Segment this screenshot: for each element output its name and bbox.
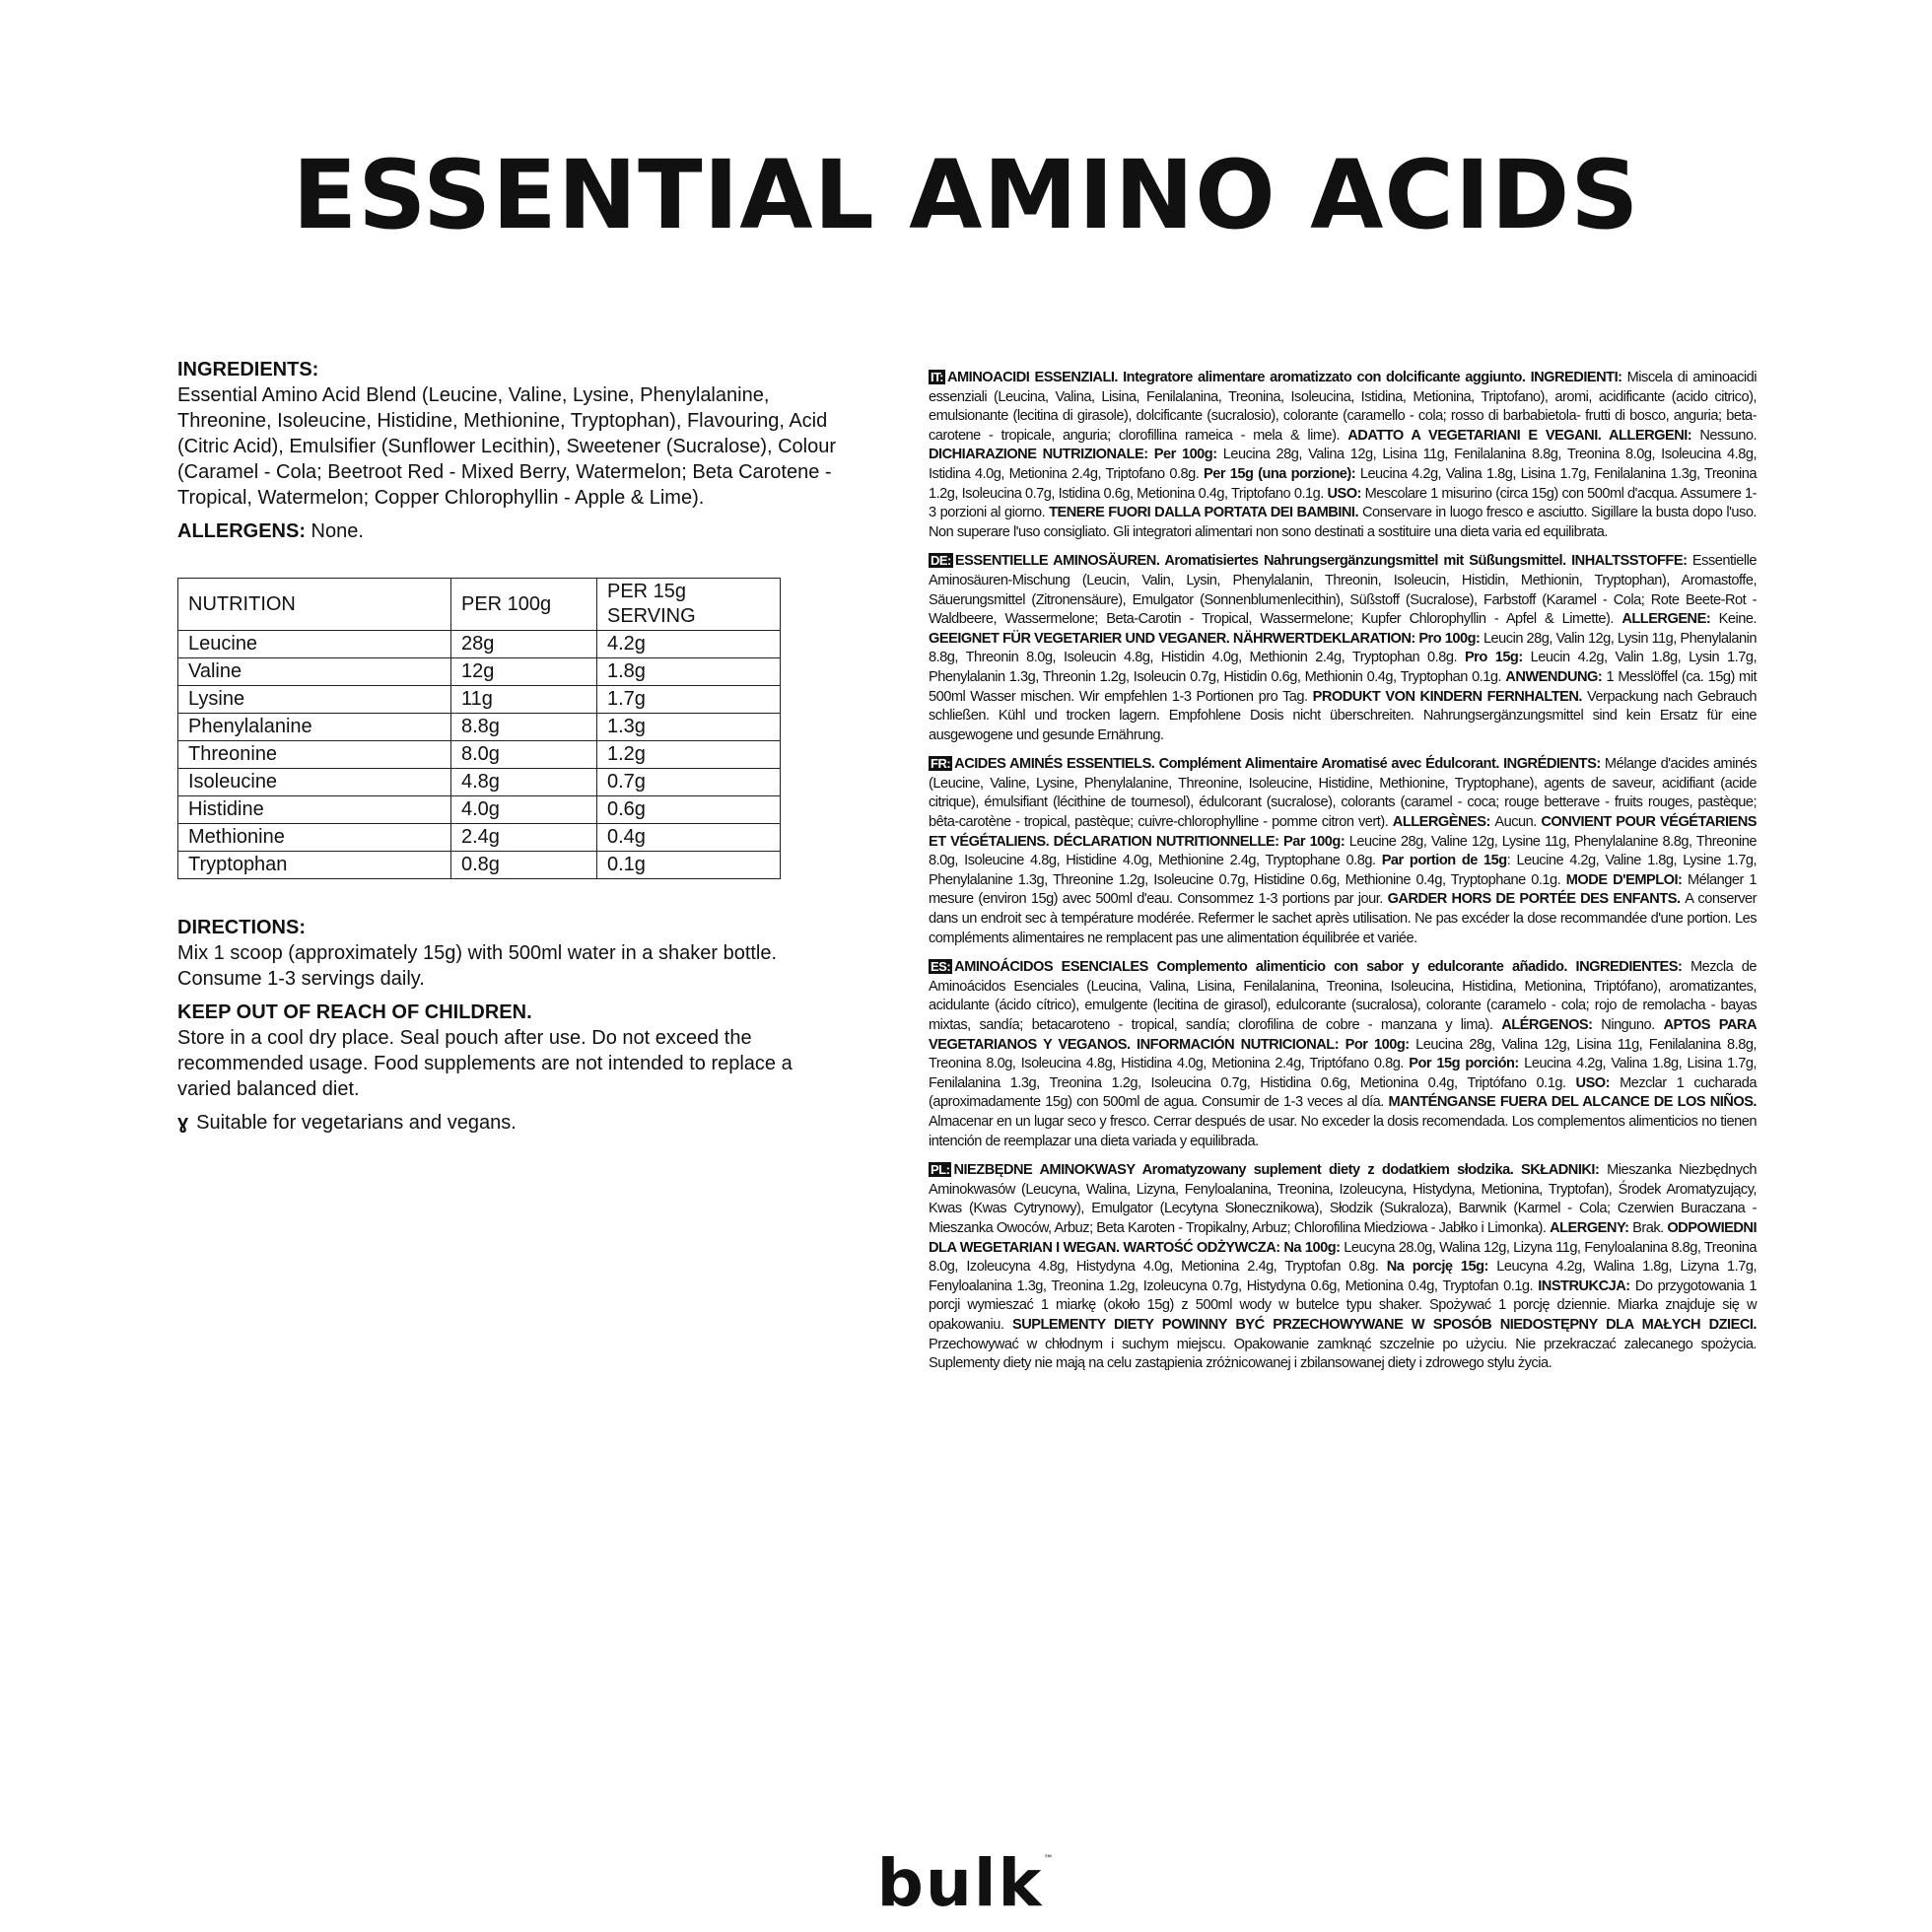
bulk-logo <box>0 1845 1932 1921</box>
nutrition-row <box>178 824 781 852</box>
nutrition-cell: 4.8g <box>451 769 597 796</box>
nutrition-cell: 1.7g <box>597 686 781 714</box>
nutrition-cell: 8.8g <box>451 714 597 741</box>
translation-bold-segment: SUPLEMENTY DIETY POWINNY BYĆ PRZECHOWYWANE W SPOSÓB NIEDOSTĘPNY DLA MAŁYCH DZIECI. <box>1012 1316 1757 1333</box>
translation-bold-segment: PRODUKT VON KINDERN FERNHALTEN. <box>1312 688 1588 705</box>
translation-bold-segment: TENERE FUORI DALLA PORTATA DEI BAMBINI. <box>1049 505 1362 521</box>
nutrition-cell: Methionine <box>178 824 451 852</box>
nutrition-cell: 12g <box>451 658 597 686</box>
translation-segment: Do przygotowania 1 porcji wymieszać 1 miarkę (około 15g) z 500ml wody w butelce typu shaker. Spożywać 1 porcję dziennie. Miarka znajduje się w opakowaniu. <box>929 1277 1757 1333</box>
translation-de <box>929 552 1757 745</box>
translation-it <box>929 369 1757 542</box>
translation-bold-segment: INSTRUKCJA: <box>1538 1277 1635 1294</box>
vegan-text: Suitable for vegetarians and vegans. <box>196 1112 517 1134</box>
translation-segment: Keine. <box>1718 611 1757 628</box>
language-code-badge: PL: <box>931 1162 950 1178</box>
nutrition-cell: Histidine <box>178 796 451 824</box>
nutrition-cell: 8.0g <box>451 741 597 769</box>
nutrition-header-cell: NUTRITION <box>178 579 451 631</box>
translation-bold-segment: ALERGENY: <box>1550 1219 1633 1236</box>
translation-segment: Leucyna 28.0g, Walina 12g, Lizyna 11g, Fenyloalanina 8.8g, Treonina 8.0g, Izoleucyna 4.8g, Histydyna 4.0g, Metionina 2.4g, Tryptofan 0.8g. <box>929 1239 1757 1276</box>
translation-bold-segment: CONVIENT POUR VÉGÉTARIENS ET VÉGÉTALIENS. DÉCLARATION NUTRITIONNELLE: Par 100g: <box>929 814 1758 850</box>
nutrition-row <box>178 631 781 658</box>
nutrition-cell: 28g <box>451 631 597 658</box>
translation-segment: Leucina 4.2g, Valina 1.8g, Lisina 1.7g, Fenilalanina 1.3g, Treonina 1.2g, Isoleucina 0.7g, Istidina 0.6g, Metionina 0.4g, Triptofano 0.1g. <box>929 465 1757 502</box>
nutrition-cell: Isoleucine <box>178 769 451 796</box>
translation-segment: Mezcla de Aminoácidos Esenciales (Leucina, Valina, Lisina, Fenilalanina, Treonina, Isoleucina, Histidina, Metionina, Triptófano), aromatizantes, acidulante (ácido cítrico), emulgente (lecitina de girasol), edulcorante (sucralosa), colorante (caramelo - cola; rojo de remolacha - bayas mixtas, sandía; betacaroteno - tropical, sandía; clorofilina de cobre - manzana y lima). <box>929 959 1758 1033</box>
translation-segment: Leucin 4.2g, Valin 1.8g, Lysin 1.7g, Phenylalanin 1.3g, Threonin 1.2g, Isoleucin 0.7g, Histidin 0.6g, Methionin 0.4g, Tryptophan 0.1g. <box>929 650 1758 685</box>
nutrition-row <box>178 741 781 769</box>
translation-segment: Mescolare 1 misurino (circa 15g) con 500ml d'acqua. Assumere 1-3 porzioni al giorno. <box>929 485 1757 521</box>
translation-segment: : Leucine 4.2g, Valine 1.8g, Lysine 1.7g, Phenylalanine 1.3g, Threonine 1.2g, Isoleucine 0.7g, Histidine 0.6g, Methionine 0.4g, Tryptophane 0.1g. <box>929 853 1758 888</box>
translation-bold-segment: Per 15g (una porzione): <box>1204 465 1360 482</box>
nutrition-cell: 0.4g <box>597 824 781 852</box>
translation-bold-segment: Na porcję 15g: <box>1386 1259 1497 1276</box>
translation-bold-segment: Pro 15g: <box>1464 650 1531 666</box>
translation-segment: Mieszanka Niezbędnych Aminokwasów (Leucyna, Walina, Lizyna, Fenyloalanina, Treonina, Izoleucyna, Histydyna, Metionina, Tryptofan), Środek Aromatyzujący, Kwas (Kwas Cytrynowy), Emulgator (Lecytyna Słonecznikowa), Słodzik (Sukraloza), Barwnik (Karmel - Cola; Czerwien Buraczana - Mieszanka Owoców, Arbuz; Beta Karoten - Tropikalny, Arbuz; Chlorofilina Miedziowa - Jabłko i Limonka). <box>929 1162 1757 1236</box>
nutrition-row <box>178 852 781 879</box>
translation-bold-segment: AMINOACIDI ESSENZIALI. Integratore alimentare aromatizzato con dolcificante aggiunto. INGREDIENTI: <box>946 370 1627 385</box>
language-code-badge: IT: <box>931 370 943 384</box>
nutrition-cell: Leucine <box>178 631 451 658</box>
translation-bold-segment: ANWENDUNG: <box>1505 668 1607 685</box>
translation-segment: Essentielle Aminosäuren-Mischung (Leucin, Valin, Lysin, Phenylalanin, Threonin, Isoleucin, Histidin, Methionin, Tryptophan), Aromastoffe, Säuerungsmittel (Zitronensäure), Emulgator (Sonnenblumenlecithin), Süßstoff (Sucralose), Farbstoff (Karamel - Cola; Rote Beete-Rot - Waldbeere, Wassermelone; Beta-Carotin - Tropical, Wassermelone; Kupfer Chlorophyllin - Apfel & Limette). <box>929 553 1757 628</box>
translation-segment: Brak. <box>1632 1219 1668 1236</box>
translation-segment: Leucina 4.2g, Valina 1.8g, Lisina 1.7g, Fenilalanina 1.3g, Treonina 1.2g, Isoleucina 0.7g, Histidina 0.6g, Metionina 0.4g, Triptófano 0.1g. <box>929 1056 1757 1091</box>
translation-bold-segment: ESSENTIELLE AMINOSÄUREN. Aromatisiertes Nahrungsergänzungsmittel mit Süßungsmittel. INHALTSSTOFFE: <box>954 553 1692 570</box>
nutrition-row <box>178 714 781 741</box>
warning-heading: KEEP OUT OF REACH OF CHILDREN. <box>177 1001 532 1023</box>
translation-segment: Mezclar 1 cucharada (aproximadamente 15g) con 500ml de agua. Consumir de 1-3 veces al día. <box>929 1074 1757 1111</box>
logo-trademark: ™ <box>1043 1854 1056 1865</box>
nutrition-cell: Threonine <box>178 741 451 769</box>
translation-bold-segment: ADATTO A VEGETARIANI E VEGANI. ALLERGENI: <box>1347 427 1700 444</box>
translation-fr <box>929 755 1757 948</box>
translation-segment: A conserver dans un endroit sec à température modérée. Refermer le sachet après utilisation. Ne pas excéder la dose recommandée d'une portion. Les compléments alimentaires ne remplacent pas une alimentation équilibrée et variée. <box>929 891 1758 946</box>
translation-segment: Mélanger 1 mesure (environ 15g) avec 500ml d'eau. Consommez 1-3 portions par jour. <box>929 871 1757 908</box>
translation-bold-segment: GARDER HORS DE PORTÉE DES ENFANTS. <box>1387 891 1686 908</box>
page-title: ESSENTIAL AMINO ACIDS <box>292 140 1640 250</box>
translation-segment: Nessuno. <box>1699 427 1758 444</box>
nutrition-cell: 0.6g <box>597 796 781 824</box>
nutrition-cell: Phenylalanine <box>178 714 451 741</box>
translation-bold-segment: DICHIARAZIONE NUTRIZIONALE: Per 100g: <box>929 447 1223 463</box>
translation-bold-segment: ACIDES AMINÉS ESSENTIELS. Complément Alimentaire Aromatisé avec Édulcorant. INGRÉDIENTS: <box>954 756 1605 773</box>
ingredients-heading: INGREDIENTS: <box>177 359 319 380</box>
translation-bold-segment: ALÉRGENOS: <box>1501 1017 1602 1033</box>
nutrition-cell: 1.3g <box>597 714 781 741</box>
translation-bold-segment: ALLERGENE: <box>1622 611 1719 628</box>
nutrition-cell: Valine <box>178 658 451 686</box>
nutrition-cell: 0.1g <box>597 852 781 879</box>
nutrition-cell: Tryptophan <box>178 852 451 879</box>
nutrition-row <box>178 796 781 824</box>
translation-segment: Leucin 28g, Valin 12g, Lysin 11g, Phenylalanin 8.8g, Threonin 8.0g, Isoleucin 4.8g, Histidin 4.0g, Methionin 2.4g, Tryptophan 0.8g. <box>929 630 1757 666</box>
english-panel <box>177 357 848 1136</box>
translation-bold-segment: USO: <box>1327 485 1365 502</box>
translation-bold-segment: MODE D'EMPLOI: <box>1565 871 1688 888</box>
language-code-badge: DE: <box>931 553 951 569</box>
nutrition-header-row <box>178 579 781 631</box>
nutrition-cell: 0.8g <box>451 852 597 879</box>
translation-segment: Aucun. <box>1494 814 1542 831</box>
translation-es <box>929 958 1757 1151</box>
translation-segment: Verpackung nach Gebrauch schließen. Kühl und trocken lagern. Empfohlene Dosis nicht überschreiten. Nahrungsergänzungsmittel sind kein Ersatz für eine ausgewogene und gesunde Ernährung. <box>929 688 1757 743</box>
translation-bold-segment: APTOS PARA VEGETARIANOS Y VEGANOS. INFORMACIÓN NUTRICIONAL: Por 100g: <box>929 1017 1758 1053</box>
translation-segment: Ninguno. <box>1601 1017 1664 1033</box>
allergens-line <box>177 518 848 544</box>
nutrition-row <box>178 686 781 714</box>
translation-segment: Mélange d'acides aminés (Leucine, Valine, Lysine, Phenylalanine, Threonine, Isoleucine, Histidine, Methionine, Tryptophane), agents de saveur, acidifiant (acide citrique), émulsifiant (lécithine de tournesol), édulcorant (sucralose), colorants (caramel - coca; rouge betterave - fruits rouges, pastèque; bêta-carotène - tropical, pastèque; cuivre-chlorophylline - pomme citron vert). <box>929 756 1757 831</box>
translation-segment: Leucina 28g, Valina 12g, Lisina 11g, Fenilalanina 8.8g, Treonina 8.0g, Isoleucina 4.8g, Histidina 4.0g, Metionina 2.4g, Triptófano 0.8g. <box>929 1036 1757 1072</box>
logo-text: bulk <box>876 1845 1044 1921</box>
allergens-value: None. <box>306 520 364 542</box>
nutrition-cell: 1.2g <box>597 741 781 769</box>
translation-segment: Miscela di aminoacidi essenziali (Leucina, Valina, Lisina, Fenilalanina, Treonina, Isoleucina, Istidina, Metionina, Triptofano), aromi, acidificante (acido citrico), emulsionante (lecitina di girasole), dolcificante (sucralosio), colorante (caramello - cola; rosso di barbabietola- frutti di bosco, anguria; beta-carotene - tropicale, anguria; clorofillina rameica - mela & lime). <box>929 370 1758 444</box>
storage-text: Store in a cool dry place. Seal pouch after use. Do not exceed the recommended usage. Food supplements are not intended to replace a varied balanced diet. <box>177 1027 793 1100</box>
directions-text: Mix 1 scoop (approximately 15g) with 500ml water in a shaker bottle. Consume 1-3 servings daily. <box>177 942 778 990</box>
translation-segment: Almacenar en un lugar seco y fresco. Cerrar después de usar. No exceder la dosis recomendada. Los complementos alimenticios no tienen intención de reemplazar una dieta variada y equilibrada. <box>929 1113 1757 1149</box>
nutrition-cell: 4.2g <box>597 631 781 658</box>
translation-bold-segment: AMINOÁCIDOS ESENCIALES Complemento alimenticio con sabor y edulcorante añadido. INGREDIENTES: <box>954 959 1690 976</box>
nutrition-table <box>177 578 781 879</box>
translation-bold-segment: Por 15g porción: <box>1409 1056 1525 1072</box>
nutrition-row <box>178 769 781 796</box>
translation-segment: Leucina 28g, Valina 12g, Lisina 11g, Fenilalanina 8.8g, Treonina 8.0g, Isoleucina 4.8g, Istidina 4.0g, Metionina 2.4g, Triptofano 0.8g. <box>929 447 1757 482</box>
translation-pl <box>929 1161 1757 1374</box>
translation-segment: Przechowywać w chłodnym i suchym miejscu. Opakowanie zamknąć szczelnie po użyciu. Nie przekraczać zalecanego spożycia. Suplementy diety nie mają na celu zastąpienia zróżnicowanej i zbilansowanej diety i zdrowego stylu życia. <box>929 1336 1757 1372</box>
nutrition-cell: Lysine <box>178 686 451 714</box>
translation-bold-segment: GEEIGNET FÜR VEGETARIER UND VEGANER. NÄHRWERTDEKLARATION: Pro 100g: <box>929 630 1484 647</box>
translation-bold-segment: USO: <box>1575 1074 1621 1091</box>
language-code-badge: ES: <box>931 959 951 975</box>
translation-bold-segment: Par portion de 15g <box>1381 853 1507 869</box>
nutrition-cell: 4.0g <box>451 796 597 824</box>
translation-bold-segment: ALLERGÈNES: <box>1392 814 1495 831</box>
directions-heading: DIRECTIONS: <box>177 917 306 938</box>
translation-segment: 1 Messlöffel (ca. 15g) mit 500ml Wasser mischen. Wir empfehlen 1-3 Portionen pro Tag. <box>929 668 1757 705</box>
translation-segment: Leucyna 4.2g, Walina 1.8g, Lizyna 1.7g, Fenyloalanina 1.3g, Treonina 1.2g, Izoleucyna 0.7g, Histydyna 0.6g, Metionina 0.4g, Tryptofan 0.1g. <box>929 1259 1758 1294</box>
nutrition-cell: 0.7g <box>597 769 781 796</box>
nutrition-cell: 11g <box>451 686 597 714</box>
ingredients-text: Essential Amino Acid Blend (Leucine, Valine, Lysine, Phenylalanine, Threonine, Isoleucine, Histidine, Methionine, Tryptophan), Flavouring, Acid (Citric Acid), Emulsifier (Sunflower Lecithin), Sweetener (Sucralose), Colour (Caramel - Cola; Beetroot Red - Mixed Berry, Watermelon; Beta Carotene - Tropical, Watermelon; Copper Chlorophyllin - Apple & Lime). <box>177 384 837 509</box>
language-code-badge: FR: <box>931 756 951 772</box>
vegan-v-icon: ɣ <box>177 1112 189 1134</box>
vegan-line <box>177 1110 848 1136</box>
translations-panel <box>929 369 1757 1384</box>
translation-bold-segment: MANTÉNGANSE FUERA DEL ALCANCE DE LOS NIÑOS. <box>1388 1094 1757 1111</box>
translation-segment: Conservare in luogo fresco e asciutto. Sigillare la busta dopo l'uso. Non superare l'uso consigliato. Gli integratori alimentari non sono destinati a sostituire una dieta varia ed equilibrata. <box>929 505 1757 540</box>
translation-segment: Leucine 28g, Valine 12g, Lysine 11g, Phenylalanine 8.8g, Threonine 8.0g, Isoleucine 4.8g, Histidine 4.0g, Methionine 2.4g, Tryptophane 0.8g. <box>929 833 1757 869</box>
nutrition-cell: 2.4g <box>451 824 597 852</box>
translation-bold-segment: ODPOWIEDNI DLA WEGETARIAN I WEGAN. WARTOŚĆ ODŻYWCZA: Na 100g: <box>929 1219 1757 1256</box>
nutrition-header-cell: PER 100g <box>451 579 597 631</box>
translation-bold-segment: NIEZBĘDNE AMINOKWASY Aromatyzowany suplement diety z dodatkiem słodzika. SKŁADNIKI: <box>953 1162 1608 1179</box>
allergens-label: ALLERGENS: <box>177 520 306 542</box>
nutrition-header-cell: PER 15g SERVING <box>597 579 781 631</box>
nutrition-row <box>178 658 781 686</box>
nutrition-cell: 1.8g <box>597 658 781 686</box>
